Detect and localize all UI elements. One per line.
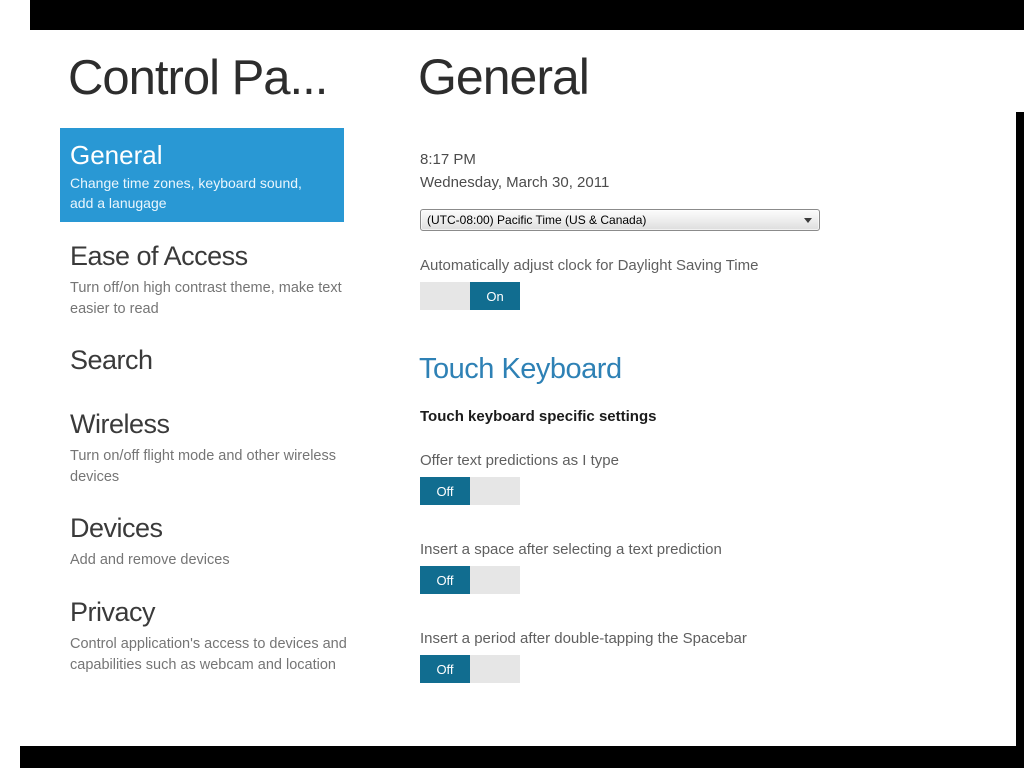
sidebar-item-description: Add and remove devices [70, 552, 230, 568]
toggle-track [470, 566, 520, 594]
touch-keyboard-subheading: Touch keyboard specific settings [420, 408, 657, 425]
screen-edge-right [1016, 112, 1024, 768]
app-title: Control Pa... [68, 51, 328, 105]
toggle-knob: Off [420, 655, 470, 683]
sidebar-item-privacy[interactable] [70, 596, 350, 676]
insert-space-label: Insert a space after selecting a text prediction [420, 541, 722, 558]
sidebar-item-description: Change time zones, keyboard sound, add a lanugage [70, 175, 302, 211]
toggle-knob: On [470, 282, 520, 310]
text-predictions-label: Offer text predictions as I type [420, 452, 619, 469]
chevron-down-icon [804, 218, 812, 223]
current-time: 8:17 PM [420, 151, 476, 168]
insert-period-toggle[interactable] [420, 655, 520, 683]
dst-setting-label: Automatically adjust clock for Daylight Saving Time [420, 257, 759, 274]
toggle-knob: Off [420, 566, 470, 594]
sidebar-item-label: General [70, 140, 163, 170]
text-predictions-toggle[interactable] [420, 477, 520, 505]
current-date: Wednesday, March 30, 2011 [420, 174, 610, 191]
toggle-track [420, 282, 470, 310]
toggle-knob: Off [420, 477, 470, 505]
sidebar-item-description: Control application's access to devices and capabilities such as webcam and location [70, 636, 347, 673]
timezone-selected-value: (UTC-08:00) Pacific Time (US & Canada) [427, 213, 647, 227]
dst-toggle[interactable] [420, 282, 520, 310]
insert-space-toggle[interactable] [420, 566, 520, 594]
sidebar-item-description: Turn on/off flight mode and other wireless devices [70, 448, 336, 485]
sidebar-item-general[interactable] [60, 128, 344, 222]
toggle-track [470, 655, 520, 683]
sidebar-item-wireless[interactable] [70, 408, 350, 488]
page-title: General [418, 49, 589, 105]
sidebar-item-label: Devices [70, 513, 163, 543]
insert-period-label: Insert a period after double-tapping the Spacebar [420, 630, 747, 647]
sidebar-item-devices[interactable] [70, 512, 350, 571]
touch-keyboard-heading: Touch Keyboard [419, 353, 622, 385]
timezone-select[interactable] [420, 209, 820, 231]
sidebar-item-ease-of-access[interactable] [70, 240, 350, 320]
screen-edge-bottom [20, 746, 1024, 768]
screen-edge-top [30, 0, 1024, 30]
sidebar-item-description: Turn off/on high contrast theme, make text easier to read [70, 280, 342, 317]
sidebar-item-label: Ease of Access [70, 241, 248, 271]
sidebar-item-label: Privacy [70, 597, 156, 627]
sidebar-item-label: Wireless [70, 409, 170, 439]
sidebar-item-search[interactable] [70, 344, 350, 377]
sidebar-item-label: Search [70, 345, 153, 375]
toggle-track [470, 477, 520, 505]
